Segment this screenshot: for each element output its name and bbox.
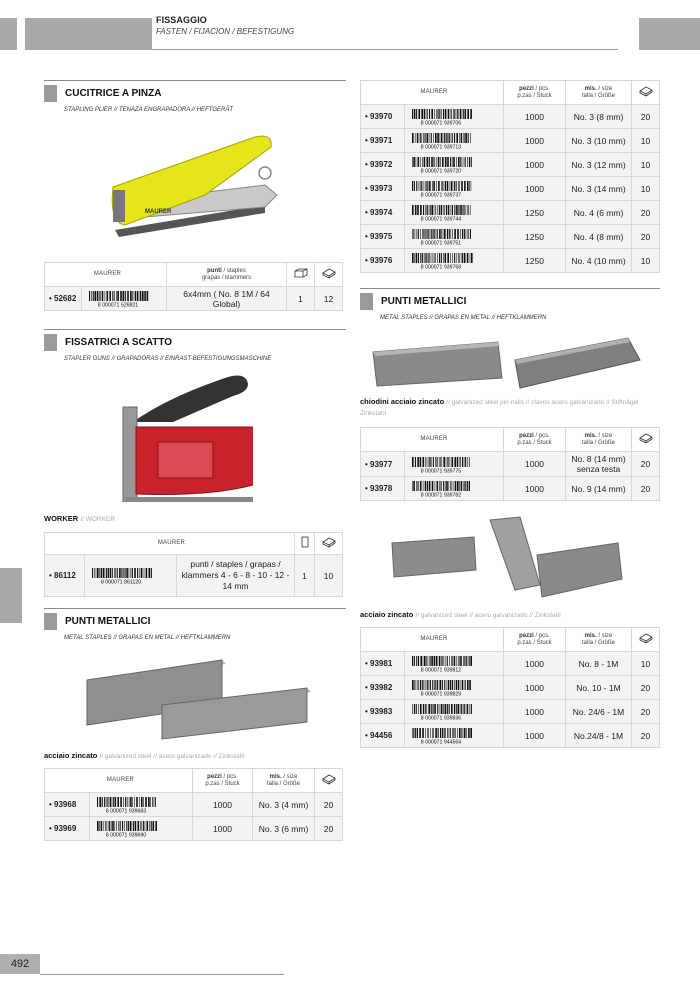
pallet-icon bbox=[321, 267, 337, 279]
pcs-qty: 1250 bbox=[504, 225, 566, 249]
section-punti-left bbox=[44, 608, 346, 641]
section-subtitle: METAL STAPLES // GRAPAS EN METAL // HEFTKLAMMERN bbox=[380, 315, 547, 321]
pcs-qty: 1250 bbox=[504, 201, 566, 225]
barcode-graphic bbox=[408, 204, 474, 221]
product-code: • 93977 bbox=[361, 452, 405, 477]
table-punti-left: MAURER pezzi / pcs. p.zas / Stuck mis. / size talla / Größe • 93968 8 000071 939683 1000 No. 3 (4 mm) 20 • 93969 8 000071 939690 1000 No. 3 (6 mm) 20 bbox=[44, 768, 343, 841]
product-code: • 93969 bbox=[45, 817, 90, 841]
barcode-graphic bbox=[408, 727, 474, 744]
size-value: No. 3 (10 mm) bbox=[566, 129, 632, 153]
table-row bbox=[361, 249, 660, 273]
table-row bbox=[361, 700, 660, 724]
pcs-qty: 1000 bbox=[504, 477, 566, 501]
product-code: • 93972 bbox=[361, 153, 405, 177]
pallet-qty: 20 bbox=[632, 477, 660, 501]
pallet-qty: 20 bbox=[632, 225, 660, 249]
caption-worker: WORKER // WORKER bbox=[44, 514, 115, 523]
barcode-graphic bbox=[93, 820, 159, 837]
section-pinza bbox=[44, 80, 346, 113]
table-row bbox=[45, 793, 343, 817]
barcode-number: 8 000071 939768 bbox=[420, 264, 462, 269]
barcode-number: 8 000071 939737 bbox=[420, 192, 462, 197]
product-code: • 93974 bbox=[361, 201, 405, 225]
pcs-qty: 1000 bbox=[193, 817, 253, 841]
pin-nails-image bbox=[370, 330, 660, 392]
barcode-graphic bbox=[408, 679, 474, 696]
barcode bbox=[404, 477, 503, 501]
barcode bbox=[404, 249, 503, 273]
product-code: • 93978 bbox=[361, 477, 405, 501]
barcode bbox=[82, 287, 167, 311]
barcode-number: 8 000071 939706 bbox=[420, 120, 462, 125]
barcode bbox=[85, 555, 177, 597]
table-row bbox=[361, 452, 660, 477]
section-scatto bbox=[44, 329, 346, 362]
product-code: • 93968 bbox=[45, 793, 90, 817]
product-code: • 93982 bbox=[361, 676, 405, 700]
barcode bbox=[404, 225, 503, 249]
barcode-number: 8 000071 939690 bbox=[106, 832, 147, 837]
brand-logo: MAURER bbox=[45, 533, 295, 555]
caption-acciaio-right: acciaio zincato // galvanized steel // acero galvanizado // Zinkstahl bbox=[360, 610, 561, 619]
stapler-gun-image bbox=[118, 372, 253, 502]
size-value: No. 24/6 - 1M bbox=[566, 700, 632, 724]
barcode bbox=[404, 153, 503, 177]
pallet-qty: 20 bbox=[632, 724, 660, 748]
barcode-number: 8 000071 939751 bbox=[420, 240, 462, 245]
header-tab bbox=[25, 18, 152, 50]
pallet-icon bbox=[638, 632, 654, 644]
pallet-qty: 10 bbox=[632, 153, 660, 177]
barcode-graphic bbox=[408, 655, 474, 672]
section-title: PUNTI METALLICI bbox=[65, 616, 151, 627]
table-row bbox=[361, 153, 660, 177]
edge-tab-left bbox=[0, 18, 17, 50]
barcode-graphic bbox=[408, 703, 474, 720]
size-value: No. 8 - 1M bbox=[566, 652, 632, 676]
barcode bbox=[404, 652, 503, 676]
pcs-qty: 1000 bbox=[504, 700, 566, 724]
product-code: • 94456 bbox=[361, 724, 405, 748]
barcode-graphic bbox=[408, 480, 474, 497]
table-pinza: MAURER punti / staples grapas / klammers • 52682 8 000071 526821 6x4mm ( No. 8 1M / 64 Global) 1 12 bbox=[44, 262, 343, 311]
barcode-number: 8 000071 944564 bbox=[420, 739, 462, 744]
barcode bbox=[404, 129, 503, 153]
barcode-graphic bbox=[408, 228, 474, 245]
staple-clip-icon bbox=[301, 536, 309, 548]
pcs-qty: 1000 bbox=[193, 793, 253, 817]
pcs-qty: 1000 bbox=[504, 724, 566, 748]
box-qty: 1 bbox=[295, 555, 315, 597]
barcode-number: 8 000071 526821 bbox=[98, 302, 139, 307]
barcode-number: 8 000071 939812 bbox=[420, 667, 462, 672]
table-row bbox=[361, 201, 660, 225]
product-code: • 93981 bbox=[361, 652, 405, 676]
size-value: No. 4 (6 mm) bbox=[566, 201, 632, 225]
pallet-qty: 20 bbox=[632, 105, 660, 129]
table-row bbox=[361, 724, 660, 748]
pcs-qty: 1000 bbox=[504, 676, 566, 700]
barcode-graphic bbox=[93, 796, 159, 813]
barcode-graphic bbox=[408, 456, 474, 473]
barcode-number: 8 000071 939744 bbox=[420, 216, 462, 221]
barcode bbox=[90, 793, 193, 817]
product-desc: punti / staples / grapas / klammers 4 - 6 - 8 - 10 - 12 - 14 mm bbox=[177, 555, 295, 597]
size-value: No. 8 (14 mm) senza testa bbox=[566, 452, 632, 477]
barcode bbox=[404, 105, 503, 129]
metal-staples-image bbox=[82, 650, 317, 740]
barcode-number: 8 000071 861120 bbox=[101, 579, 142, 584]
table-row bbox=[361, 676, 660, 700]
section-subtitle: METAL STAPLES // GRAPAS EN METAL // HEFTKLAMMERN bbox=[64, 635, 231, 641]
pallet-qty: 10 bbox=[632, 249, 660, 273]
section-title: PUNTI METALLICI bbox=[381, 296, 467, 307]
barcode-graphic bbox=[408, 156, 474, 173]
brand-logo: MAURER bbox=[45, 263, 167, 287]
barcode bbox=[90, 817, 193, 841]
barcode-number: 8 000071 939829 bbox=[420, 691, 462, 696]
header-rule bbox=[152, 49, 618, 50]
section-title: FISSATRICI A SCATTO bbox=[65, 337, 173, 348]
table-row bbox=[361, 225, 660, 249]
barcode-number: 8 000071 939836 bbox=[420, 715, 462, 720]
barcode-number: 8 000071 939713 bbox=[420, 144, 462, 149]
size-value: No. 4 (8 mm) bbox=[566, 225, 632, 249]
caption-chiodini: chiodini acciaio zincato // galvanized steel pin nails // clavos acero galvanizado // Stiftnägel Zinkstahl bbox=[360, 397, 639, 417]
product-code: • 86112 bbox=[45, 555, 85, 597]
size-value: No.24/8 - 1M bbox=[566, 724, 632, 748]
barcode-graphic bbox=[408, 252, 474, 269]
table-row bbox=[361, 129, 660, 153]
page-number: 492 bbox=[0, 954, 40, 974]
product-code: • 93970 bbox=[361, 105, 405, 129]
svg-text:MAURER: MAURER bbox=[145, 209, 172, 215]
pcs-qty: 1000 bbox=[504, 153, 566, 177]
table-right-top: MAURER pezzi / pcs. p.zas / Stuck mis. / size talla / Größe • 93970 8 000071 939706 1000 No. 3 (8 mm) 20 • 93971 8 000071 939713 1000 No. 3 (10 mm) 10 • 93972 8 000071 939720 1000 No. 3 (12 mm) 10 • 93973 8 000071 939737 1000 No. 3 (14 mm) 10 • 93974 8 000071 939744 1250 No. 4 (6 mm) 20 • 93975 8 000071 939751 1250 No. 4 (8 mm) 20 • 93976 8 000071 939768 1250 No. 4 (10 mm) 10 bbox=[360, 80, 660, 273]
staples-image bbox=[390, 515, 625, 605]
barcode bbox=[404, 201, 503, 225]
pcs-qty: 1000 bbox=[504, 452, 566, 477]
pallet-qty: 10 bbox=[632, 129, 660, 153]
brand-logo: MAURER bbox=[361, 628, 504, 652]
side-tab bbox=[0, 568, 22, 623]
table-row bbox=[45, 817, 343, 841]
pallet-qty: 12 bbox=[315, 287, 343, 311]
product-code: • 93975 bbox=[361, 225, 405, 249]
pallet-qty: 20 bbox=[315, 793, 343, 817]
barcode-number: 8 000071 939720 bbox=[420, 168, 462, 173]
brand-logo: MAURER bbox=[361, 428, 504, 452]
section-subtitle: STAPLER GUNS // GRAPADORAS // EINRAST-BEFESTIGUNGSMASCHINE bbox=[64, 356, 272, 362]
size-value: No. 3 (12 mm) bbox=[566, 153, 632, 177]
pallet-qty: 10 bbox=[632, 652, 660, 676]
product-code: • 93976 bbox=[361, 249, 405, 273]
table-row bbox=[45, 555, 343, 597]
barcode bbox=[404, 177, 503, 201]
pallet-qty: 10 bbox=[632, 177, 660, 201]
pallet-qty: 10 bbox=[315, 555, 343, 597]
box-icon bbox=[294, 268, 308, 278]
size-value: No. 3 (4 mm) bbox=[253, 793, 315, 817]
caption-acciaio-left: acciaio zincato // galvanized steel // acero galvanizado // Zinkstahl bbox=[44, 751, 245, 760]
pallet-qty: 20 bbox=[632, 201, 660, 225]
page-subtitle: FASTEN / FIJACION / BEFESTIGUNG bbox=[156, 27, 295, 36]
product-code: • 93983 bbox=[361, 700, 405, 724]
pallet-icon bbox=[321, 536, 337, 548]
size-value: No. 4 (10 mm) bbox=[566, 249, 632, 273]
barcode-number: 8 000071 939683 bbox=[106, 808, 147, 813]
pallet-qty: 20 bbox=[632, 676, 660, 700]
brand-logo: MAURER bbox=[45, 769, 193, 793]
size-value: No. 9 (14 mm) bbox=[566, 477, 632, 501]
size-value: No. 3 (6 mm) bbox=[253, 817, 315, 841]
pallet-qty: 20 bbox=[632, 700, 660, 724]
barcode-graphic bbox=[408, 180, 474, 197]
pcs-qty: 1000 bbox=[504, 652, 566, 676]
section-subtitle: STAPLING PLIER // TENAZA ENGRAPADORA // HEFTGERÄT bbox=[64, 107, 234, 113]
pcs-qty: 1000 bbox=[504, 129, 566, 153]
pallet-icon bbox=[321, 773, 337, 785]
edge-tab-right bbox=[639, 18, 700, 50]
product-code: • 52682 bbox=[45, 287, 82, 311]
pallet-qty: 20 bbox=[632, 452, 660, 477]
table-right-bottom: MAURER pezzi / pcs. p.zas / Stuck mis. / size talla / Größe • 93981 8 000071 939812 1000 No. 8 - 1M 10 • 93982 8 000071 939829 1000 No. 10 - 1M 20 • 93983 8 000071 939836 1000 No. 24/6 - 1M 20 • 94456 8 000071 944564 1000 No.24/8 - 1M 20 bbox=[360, 627, 660, 748]
barcode bbox=[404, 724, 503, 748]
pcs-qty: 1250 bbox=[504, 249, 566, 273]
table-row bbox=[361, 477, 660, 501]
size-value: No. 3 (14 mm) bbox=[566, 177, 632, 201]
stapling-plier-image bbox=[105, 125, 280, 240]
barcode-number: 8 000071 939775 bbox=[420, 468, 462, 473]
barcode-number: 8 000071 939782 bbox=[420, 492, 462, 497]
table-row bbox=[361, 177, 660, 201]
table-scatto bbox=[44, 532, 343, 597]
product-code: • 93973 bbox=[361, 177, 405, 201]
table-row bbox=[361, 105, 660, 129]
brand-logo: MAURER bbox=[361, 81, 504, 105]
table-row bbox=[361, 652, 660, 676]
barcode-graphic bbox=[88, 567, 154, 584]
barcode bbox=[404, 452, 503, 477]
pallet-qty: 20 bbox=[315, 817, 343, 841]
barcode-graphic bbox=[408, 132, 474, 149]
pcs-qty: 1000 bbox=[504, 105, 566, 129]
product-desc: 6x4mm ( No. 8 1M / 64 Global) bbox=[167, 287, 287, 311]
section-punti-right bbox=[360, 288, 660, 321]
table-row bbox=[45, 287, 343, 311]
size-value: No. 3 (8 mm) bbox=[566, 105, 632, 129]
section-title: CUCITRICE A PINZA bbox=[65, 88, 162, 99]
table-punti-right: MAURER pezzi / pcs. p.zas / Stuck mis. / size talla / Größe • 93977 8 000071 939775 1000 No. 8 (14 mm) senza testa 20 • 93978 8 000071 939782 1000 No. 9 (14 mm) 20 bbox=[360, 427, 660, 501]
footer-rule bbox=[40, 974, 284, 975]
product-code: • 93971 bbox=[361, 129, 405, 153]
barcode bbox=[404, 700, 503, 724]
box-qty: 1 bbox=[287, 287, 315, 311]
pallet-icon bbox=[638, 85, 654, 97]
barcode-graphic bbox=[408, 108, 474, 125]
size-value: No. 10 - 1M bbox=[566, 676, 632, 700]
pcs-qty: 1000 bbox=[504, 177, 566, 201]
barcode bbox=[404, 676, 503, 700]
pallet-icon bbox=[638, 432, 654, 444]
page-title: FISSAGGIO bbox=[156, 15, 207, 25]
barcode-graphic bbox=[85, 290, 151, 307]
